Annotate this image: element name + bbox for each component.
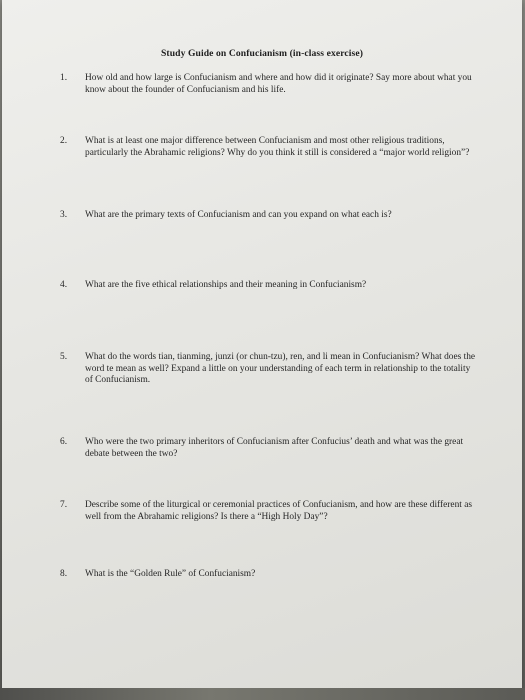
question-item xyxy=(60,210,480,222)
question-item xyxy=(60,280,480,292)
question-item xyxy=(60,437,480,460)
question-number: 3. xyxy=(60,210,68,220)
question-text: What is at least one major difference between Confucianism and most other religious traditions, particularly the Abrahamic religions? Why do you think it still is considered a “major world religion”? xyxy=(85,136,470,158)
question-text: What are the five ethical relationships and their meaning in Confucianism? xyxy=(85,280,367,290)
question-number: 2. xyxy=(60,136,68,146)
question-number: 5. xyxy=(60,352,68,362)
question-item xyxy=(60,136,480,159)
question-item xyxy=(60,500,480,523)
question-number: 7. xyxy=(60,500,68,510)
question-text: What is the “Golden Rule” of Confucianism? xyxy=(85,569,256,579)
question-number: 8. xyxy=(60,569,68,579)
question-item xyxy=(60,569,480,581)
question-text: How old and how large is Confucianism and where and how did it originate? Say more about what you know about the founder of Confucianism and his life. xyxy=(85,73,472,95)
question-text: Describe some of the liturgical or ceremonial practices of Confucianism, and how are these different as well from the Abrahamic religions? Is there a “High Holy Day”? xyxy=(85,500,473,522)
question-number: 6. xyxy=(60,437,68,447)
question-text: What do the words tian, tianming, junzi (or chun-tzu), ren, and li mean in Confucianism? What does the word te mean as well? Expand a little on your understanding of each term in relationship to the totality of Confucianism. xyxy=(85,352,476,385)
document-title: Study Guide on Confucianism (in-class exercise) xyxy=(160,48,363,59)
question-number: 1. xyxy=(60,73,68,83)
worksheet-page xyxy=(2,0,522,690)
question-text: Who were the two primary inheritors of Confucianism after Confucius’ death and what was the great debate between the two? xyxy=(85,437,464,459)
desk-edge xyxy=(0,688,525,700)
question-item xyxy=(60,73,480,96)
question-item xyxy=(60,352,480,387)
question-number: 4. xyxy=(60,280,68,290)
question-text: What are the primary texts of Confucianism and can you expand on what each is? xyxy=(85,210,392,220)
